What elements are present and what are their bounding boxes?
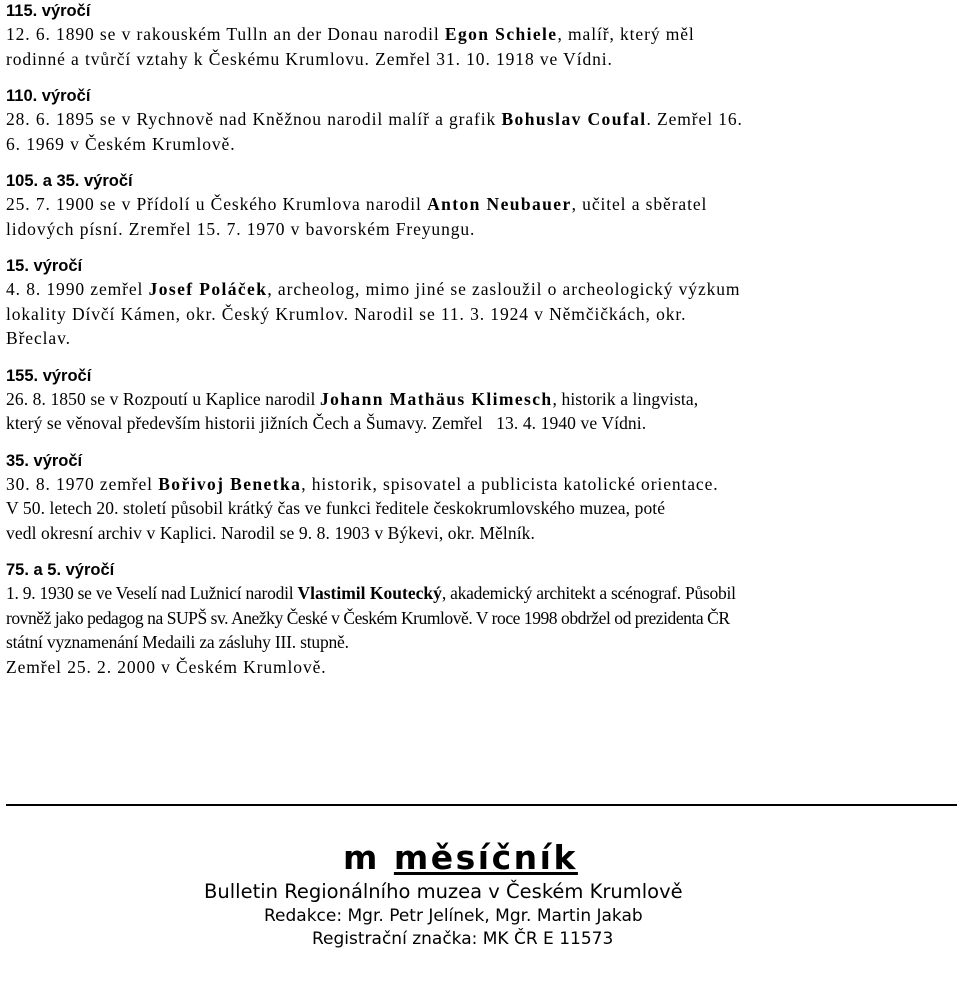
person-name: Josef Poláček — [148, 279, 268, 299]
line-text: . Zemřel 16. — [646, 109, 743, 129]
entry-heading: 155. výročí — [6, 366, 92, 385]
entry-line: V 50. letech 20. století působil krátký čas ve funkci ředitele českokrumlovského muzea, poté — [6, 498, 666, 518]
entry-klimesch — [6, 365, 956, 436]
person-name: Vlastimil Koutecký — [297, 583, 442, 603]
entry-line — [6, 192, 956, 217]
entry-heading: 105. a 35. výročí — [6, 172, 133, 190]
entry-schiele — [6, 0, 956, 71]
entry-neubauer — [6, 170, 956, 241]
entry-line: který se věnoval především historii jižních Čech a Šumavy. Zemřel 13. 4. 1940 ve Vídni. — [6, 413, 647, 433]
editors-line: Redakce: Mgr. Petr Jelínek, Mgr. Martin Jakab — [264, 906, 643, 926]
entry-line — [6, 22, 956, 47]
line-text: 4. 8. 1990 zemřel — [6, 279, 149, 299]
entry-line: státní vyznamenání Medaili za zásluhy III. stupně. — [6, 632, 349, 652]
entry-line: vedl okresní archiv v Kaplici. Narodil se 9. 8. 1903 v Býkevi, okr. Mělník. — [6, 522, 536, 543]
person-name: Egon Schiele — [444, 24, 558, 44]
line-text: 12. 6. 1890 se v rakouském Tulln an der Donau narodil — [6, 24, 445, 44]
entry-koutecky — [6, 559, 956, 679]
entry-line: lokality Dívčí Kámen, okr. Český Krumlov. Narodil se 11. 3. 1924 v Němčičkách, okr. — [6, 303, 687, 324]
line-text: 25. 7. 1900 se v Přídolí u Českého Krumlova narodil — [6, 194, 428, 214]
line-text: , historik a lingvista, — [552, 388, 699, 409]
entry-line — [6, 387, 956, 412]
entry-line: 6. 1969 v Českém Krumlově. — [6, 133, 236, 154]
entry-line: Zemřel 25. 2. 2000 v Českém Krumlově. — [6, 656, 327, 677]
entry-heading: 115. výročí — [6, 2, 91, 20]
anniversaries-list — [6, 0, 956, 679]
entry-line: Břeclav. — [6, 328, 71, 348]
line-text: 30. 8. 1970 zemřel — [6, 473, 159, 494]
line-text: , archeolog, mimo jiné se zasloužil o archeologický výzkum — [267, 279, 741, 299]
entry-benetka — [6, 450, 956, 546]
divider-rule — [6, 804, 957, 806]
entry-line — [6, 107, 956, 132]
registration-number: Registrační značka: MK ČR E 11573 — [312, 929, 614, 949]
entry-line: rodinné a tvůrčí vztahy k Českému Krumlovu. Zemřel 31. 10. 1918 ve Vídni. — [6, 48, 613, 69]
line-text: , malíř, který měl — [557, 24, 695, 44]
bulletin-subtitle: Bulletin Regionálního muzea v Českém Krumlově — [204, 880, 683, 903]
entry-heading: 110. výročí — [6, 87, 91, 105]
entry-heading: 35. výročí — [6, 451, 83, 470]
line-text: 1. 9. 1930 se ve Veselí nad Lužnicí narodil — [6, 583, 298, 603]
entry-line — [6, 472, 956, 497]
magazine-title-prefix: m — [343, 838, 380, 877]
line-text: , učitel a sběratel — [571, 194, 708, 214]
person-name: Bohuslav Coufal — [501, 109, 647, 129]
entry-heading: 75. a 5. výročí — [6, 561, 115, 579]
entry-heading: 15. výročí — [6, 257, 83, 275]
line-text: , akademický architekt a scénograf. Působil — [441, 583, 736, 603]
line-text: 26. 8. 1850 se v Rozpoutí u Kaplice narodil — [6, 388, 320, 409]
entry-line — [6, 581, 956, 606]
entry-line: lidových písní. Zremřel 15. 7. 1970 v bavorském Freyungu. — [6, 218, 476, 239]
person-name: Anton Neubauer — [427, 194, 572, 214]
entry-coufal — [6, 85, 956, 156]
person-name: Johann Mathäus Klimesch — [320, 388, 553, 409]
entry-line: rovněž jako pedagog na SUPŠ sv. Anežky České v Českém Krumlově. V roce 1998 obdržel od prezidenta ČR — [6, 607, 730, 628]
magazine-title-word: měsíčník — [393, 838, 578, 877]
entry-polacek — [6, 255, 956, 351]
line-text: 28. 6. 1895 se v Rychnově nad Kněžnou narodil malíř a grafik — [6, 109, 502, 129]
magazine-title — [343, 836, 578, 880]
entry-line — [6, 277, 956, 302]
person-name: Bořivoj Benetka — [158, 473, 302, 494]
line-text: , historik, spisovatel a publicista katolické orientace. — [301, 473, 719, 494]
